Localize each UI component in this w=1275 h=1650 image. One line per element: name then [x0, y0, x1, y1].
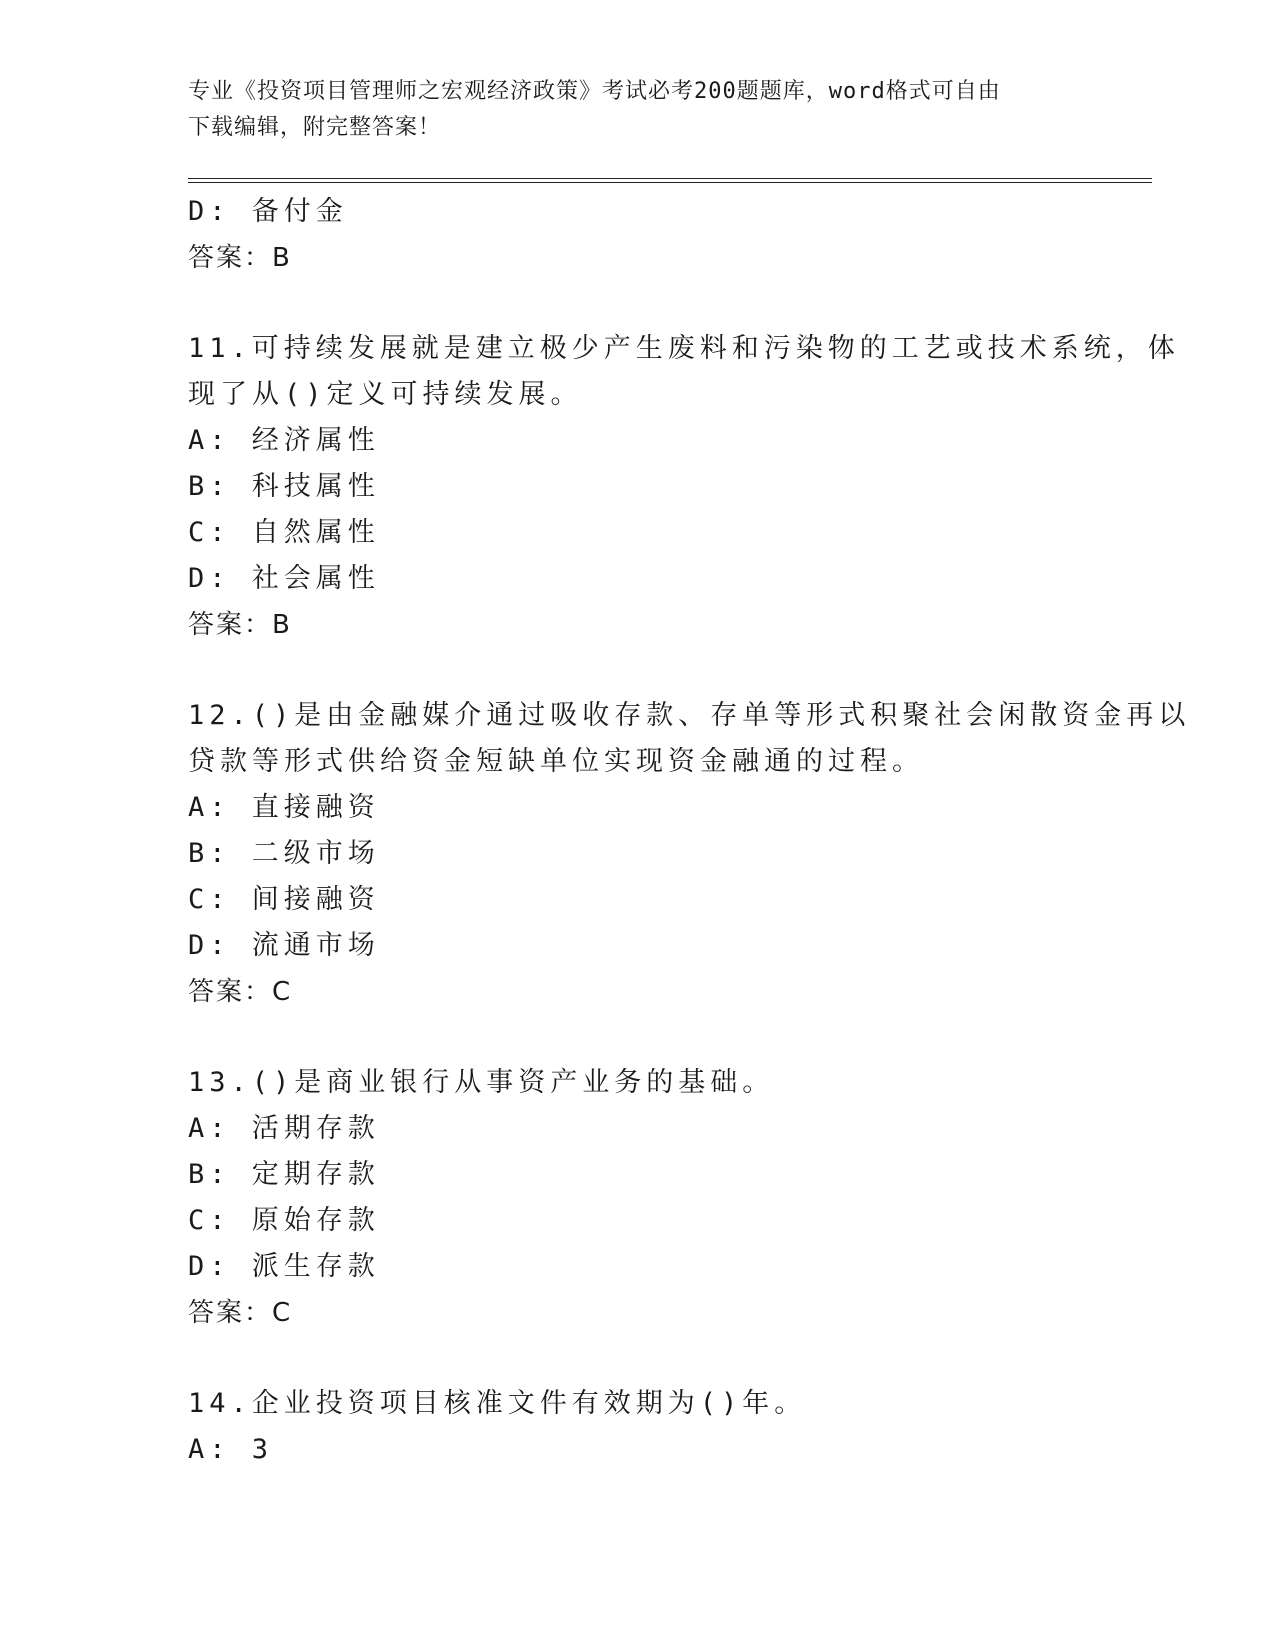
answer-line: 答案：C [188, 1298, 293, 1328]
option-c: C: 自然属性 [188, 517, 380, 548]
header-divider [188, 178, 1152, 183]
answer-line: 答案：B [188, 243, 292, 273]
spacer [188, 281, 1088, 326]
question-stem-line-1: 11.可持续发展就是建立极少产生废料和污染物的工艺或技术系统，体 [188, 333, 1180, 364]
option-d: D: 备付金 [188, 196, 348, 227]
answer-line: 答案：B [188, 610, 292, 640]
question-stem-line-2: 现了从()定义可持续发展。 [188, 379, 583, 410]
option-b: B: 定期存款 [188, 1159, 380, 1190]
question-14 [188, 1381, 1088, 1473]
option-b: B: 科技属性 [188, 471, 380, 502]
option-c: C: 间接融资 [188, 884, 380, 915]
option-a: A: 经济属性 [188, 425, 380, 456]
spacer [188, 648, 1088, 693]
question-stem-line-1: 13.()是商业银行从事资产业务的基础。 [188, 1067, 775, 1098]
option-d: D: 社会属性 [188, 563, 380, 594]
answer-line: 答案：C [188, 977, 293, 1007]
header-line-1: 专业《投资项目管理师之宏观经济政策》考试必考200题题库，word格式可自由 [188, 79, 1001, 104]
document-body [188, 189, 1191, 1473]
header-line-2: 下载编辑，附完整答案！ [188, 115, 442, 140]
question-11 [188, 326, 1180, 648]
option-a: A: 直接融资 [188, 792, 380, 823]
spacer [188, 1336, 1088, 1381]
option-d: D: 流通市场 [188, 930, 380, 961]
question-10-tail [188, 189, 1088, 281]
question-stem-line-1: 12.()是由金融媒介通过吸收存款、存单等形式积聚社会闲散资金再以 [188, 700, 1191, 731]
spacer [188, 1015, 1088, 1060]
option-a: A: 活期存款 [188, 1113, 380, 1144]
question-12 [188, 693, 1191, 1015]
document-header [188, 74, 1088, 146]
option-d: D: 派生存款 [188, 1251, 380, 1282]
question-stem-line-1: 14.企业投资项目核准文件有效期为()年。 [188, 1388, 807, 1419]
option-c: C: 原始存款 [188, 1205, 380, 1236]
question-13 [188, 1060, 1088, 1336]
option-b: B: 二级市场 [188, 838, 380, 869]
question-stem-line-2: 贷款等形式供给资金短缺单位实现资金融通的过程。 [188, 746, 924, 777]
option-a: A: 3 [188, 1434, 274, 1465]
